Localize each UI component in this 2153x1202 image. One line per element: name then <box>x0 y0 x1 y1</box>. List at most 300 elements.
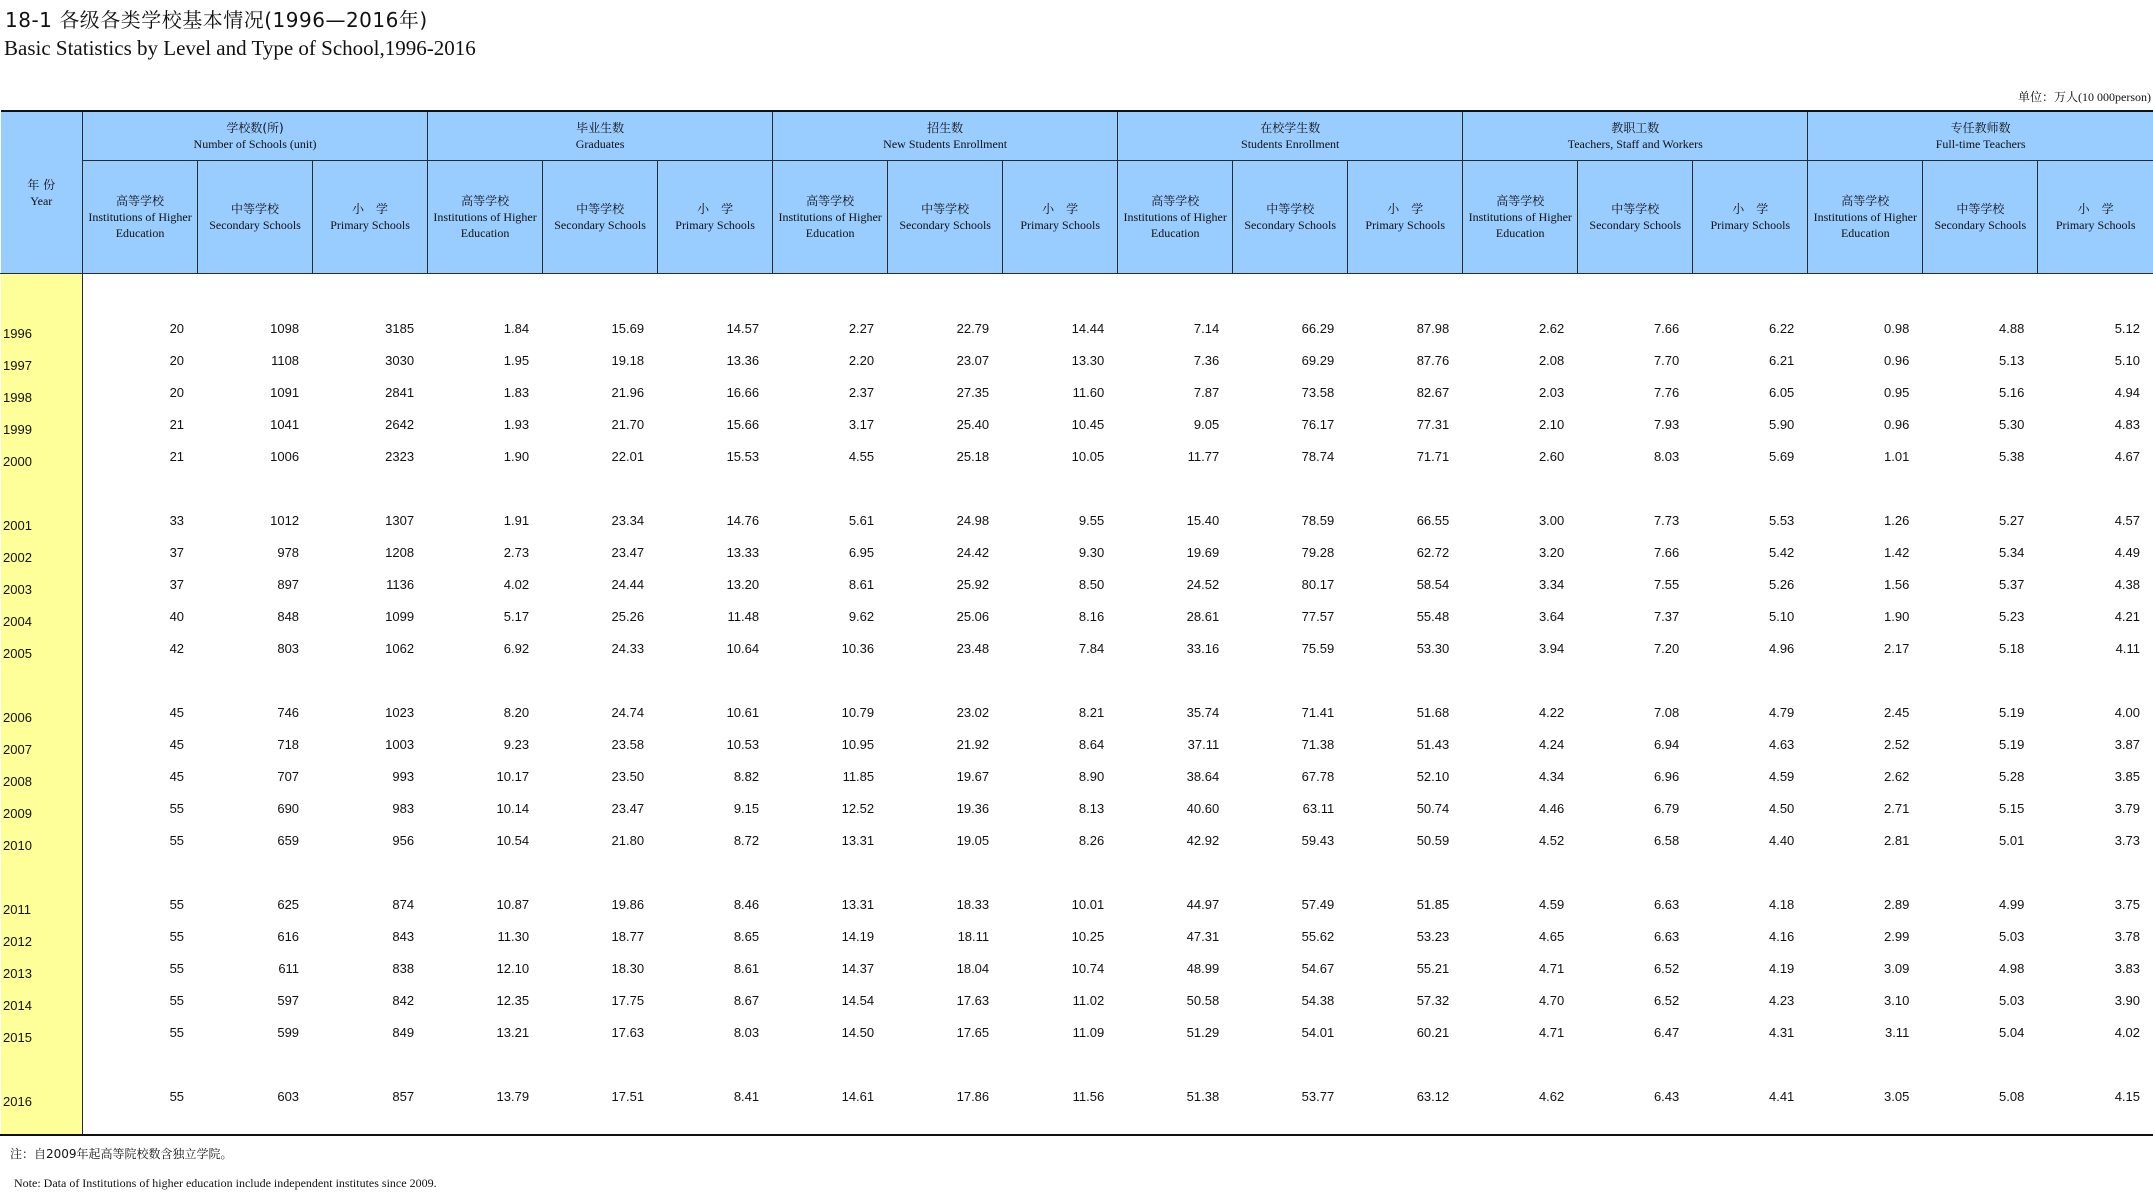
value-cell: 77.31 <box>1416 416 1450 432</box>
subcolumn-header <box>198 161 313 274</box>
value-cell: 3.64 <box>1538 608 1565 624</box>
year-cell <box>1 1048 83 1080</box>
value-cell: 4.40 <box>1768 832 1795 848</box>
value-cell: 8.90 <box>1078 768 1105 784</box>
value-cell: 11.02 <box>1072 992 1105 1008</box>
value-cell: 33 <box>169 512 185 528</box>
value-cell: 8.67 <box>733 992 760 1008</box>
value-cell: 8.03 <box>1653 448 1680 464</box>
empty-cell <box>313 1048 428 1080</box>
value-cell: 4.46 <box>1538 800 1565 816</box>
value-cell: 1208 <box>385 544 415 560</box>
value-cell: 625 <box>277 896 300 912</box>
value-cell: 17.65 <box>956 1024 990 1040</box>
value-cell: 6.79 <box>1653 800 1680 816</box>
table-title-zh: 18-1 各级各类学校基本情况(1996—2016年) <box>5 8 428 32</box>
value-cell: 44.97 <box>1186 896 1220 912</box>
value-cell: 24.33 <box>611 640 645 656</box>
empty-cell <box>1923 664 2038 696</box>
value-cell: 18.33 <box>956 896 990 912</box>
value-cell: 71.71 <box>1416 448 1450 464</box>
value-cell: 1.90 <box>1884 608 1910 624</box>
value-cell: 50.58 <box>1186 992 1220 1008</box>
value-cell: 9.05 <box>1193 416 1220 432</box>
value-cell: 8.13 <box>1078 800 1105 816</box>
empty-cell <box>1808 274 1923 313</box>
empty-cell <box>1348 274 1463 313</box>
value-cell: 6.63 <box>1653 928 1680 944</box>
value-cell: 4.63 <box>1768 736 1795 752</box>
subcolumn-header <box>2038 161 2153 274</box>
value-cell: 21.92 <box>956 736 990 752</box>
year-header-zh: 年 份 <box>27 177 56 192</box>
value-cell: 7.20 <box>1653 640 1680 656</box>
value-cell: 2323 <box>385 448 415 464</box>
group-header-en: Graduates <box>575 137 625 151</box>
empty-cell <box>83 664 198 696</box>
subcolumn-header-en: Secondary Schools <box>1589 218 1682 232</box>
value-cell: 5.19 <box>1999 704 2025 720</box>
empty-cell <box>1693 472 1808 504</box>
value-cell: 4.98 <box>1999 960 2025 976</box>
value-cell: 33.16 <box>1186 640 1220 656</box>
value-cell: 7.14 <box>1193 320 1220 336</box>
value-cell: 5.16 <box>1999 384 2025 400</box>
group-header-en: Full-time Teachers <box>1935 137 2026 151</box>
empty-cell <box>1233 856 1348 888</box>
year-cell: 2009 <box>1 792 83 824</box>
value-cell: 75.59 <box>1301 640 1335 656</box>
subcolumn-header <box>1233 161 1348 274</box>
empty-cell <box>83 1048 198 1080</box>
empty-cell <box>1923 1048 2038 1080</box>
empty-cell <box>198 664 313 696</box>
table-row <box>1 312 2153 344</box>
empty-cell <box>1693 1112 1808 1135</box>
value-cell: 2.08 <box>1538 352 1565 368</box>
empty-cell <box>1348 856 1463 888</box>
subcolumn-header <box>1463 161 1578 274</box>
value-cell: 4.65 <box>1538 928 1565 944</box>
footnote-zh: 注：自2009年起高等院校数含独立学院。 <box>10 1147 233 1161</box>
value-cell: 40 <box>169 608 185 624</box>
empty-cell <box>1118 1048 1233 1080</box>
value-cell: 603 <box>277 1088 300 1104</box>
value-cell: 57.32 <box>1416 992 1450 1008</box>
value-cell: 2.89 <box>1884 896 1910 912</box>
value-cell: 4.23 <box>1768 992 1795 1008</box>
value-cell: 23.07 <box>956 352 990 368</box>
subcolumn-header-en: Institutions of Higher Education <box>1813 210 1917 240</box>
value-cell: 7.55 <box>1653 576 1680 592</box>
value-cell: 18.30 <box>611 960 645 976</box>
value-cell: 5.37 <box>1999 576 2025 592</box>
value-cell: 659 <box>277 832 300 848</box>
value-cell: 2.62 <box>1538 320 1565 336</box>
empty-cell <box>313 664 428 696</box>
empty-cell <box>1463 1112 1578 1135</box>
empty-cell <box>1118 1112 1233 1135</box>
subcolumn-header <box>1118 161 1233 274</box>
value-cell: 67.78 <box>1301 768 1335 784</box>
value-cell: 1.01 <box>1884 448 1910 464</box>
subcolumn-header-zh: 高等学校 <box>1151 194 1200 208</box>
value-cell: 10.36 <box>841 640 875 656</box>
value-cell: 48.99 <box>1186 960 1220 976</box>
table-row <box>1 792 2153 824</box>
value-cell: 24.98 <box>956 512 990 528</box>
value-cell: 45 <box>169 736 185 752</box>
subcolumn-header-en: Secondary Schools <box>554 218 646 232</box>
year-cell: 2012 <box>1 920 83 952</box>
value-cell: 6.05 <box>1768 384 1795 400</box>
value-cell: 14.37 <box>841 960 875 976</box>
value-cell: 53.77 <box>1301 1088 1335 1104</box>
year-cell: 2002 <box>1 536 83 568</box>
value-cell: 55 <box>169 1088 185 1104</box>
subcolumn-header <box>888 161 1003 274</box>
value-cell: 57.49 <box>1301 896 1335 912</box>
year-cell <box>1 856 83 888</box>
group-header-zh: 教职工数 <box>1611 121 1660 135</box>
value-cell: 15.53 <box>726 448 760 464</box>
value-cell: 54.67 <box>1301 960 1335 976</box>
value-cell: 28.61 <box>1186 608 1220 624</box>
group-header <box>1463 111 1808 161</box>
value-cell: 746 <box>277 704 300 720</box>
value-cell: 54.38 <box>1301 992 1335 1008</box>
group-header <box>773 111 1118 161</box>
empty-cell <box>773 274 888 313</box>
value-cell: 69.29 <box>1301 352 1335 368</box>
empty-cell <box>773 1048 888 1080</box>
value-cell: 25.06 <box>956 608 990 624</box>
value-cell: 78.74 <box>1301 448 1335 464</box>
value-cell: 8.64 <box>1078 736 1105 752</box>
value-cell: 3.20 <box>1538 544 1565 560</box>
value-cell: 87.98 <box>1416 320 1450 336</box>
value-cell: 8.82 <box>733 768 760 784</box>
value-cell: 597 <box>277 992 300 1008</box>
value-cell: 3185 <box>385 320 415 336</box>
empty-cell <box>2038 274 2153 313</box>
year-cell <box>1 1112 83 1135</box>
value-cell: 18.11 <box>957 928 990 944</box>
value-cell: 42.92 <box>1186 832 1220 848</box>
empty-cell <box>83 856 198 888</box>
empty-cell <box>773 1112 888 1135</box>
empty-cell <box>198 856 313 888</box>
value-cell: 4.02 <box>503 576 530 592</box>
year-cell: 1999 <box>1 408 83 440</box>
value-cell: 55 <box>169 896 185 912</box>
value-cell: 4.49 <box>2114 544 2140 560</box>
value-cell: 1.26 <box>1884 512 1910 528</box>
value-cell: 5.01 <box>1999 832 2025 848</box>
value-cell: 849 <box>392 1024 415 1040</box>
value-cell: 4.41 <box>1768 1088 1795 1104</box>
value-cell: 66.29 <box>1301 320 1335 336</box>
year-cell: 1996 <box>1 312 83 344</box>
subcolumn-header-en: Primary Schools <box>1020 218 1100 232</box>
value-cell: 7.73 <box>1653 512 1680 528</box>
value-cell: 6.92 <box>503 640 530 656</box>
table-row <box>1 568 2153 600</box>
value-cell: 45 <box>169 768 185 784</box>
value-cell: 13.21 <box>496 1024 530 1040</box>
value-cell: 9.62 <box>848 608 875 624</box>
empty-cell <box>313 856 428 888</box>
subcolumn-header <box>428 161 543 274</box>
value-cell: 6.94 <box>1653 736 1680 752</box>
value-cell: 7.93 <box>1653 416 1680 432</box>
value-cell: 2.20 <box>848 352 875 368</box>
value-cell: 11.30 <box>497 928 530 944</box>
value-cell: 2.99 <box>1884 928 1910 944</box>
value-cell: 53.23 <box>1416 928 1450 944</box>
empty-cell <box>658 1112 773 1135</box>
value-cell: 10.61 <box>726 704 760 720</box>
value-cell: 79.28 <box>1301 544 1335 560</box>
value-cell: 55 <box>169 960 185 976</box>
empty-cell <box>1003 472 1118 504</box>
value-cell: 1041 <box>270 416 300 432</box>
value-cell: 51.43 <box>1416 736 1450 752</box>
value-cell: 63.11 <box>1302 800 1335 816</box>
value-cell: 8.65 <box>733 928 760 944</box>
value-cell: 4.31 <box>1768 1024 1795 1040</box>
subcolumn-header-zh: 高等学校 <box>1841 194 1890 208</box>
value-cell: 11.48 <box>727 608 760 624</box>
value-cell: 1.90 <box>503 448 530 464</box>
empty-cell <box>198 1112 313 1135</box>
value-cell: 5.38 <box>1999 448 2025 464</box>
value-cell: 3.83 <box>2114 960 2140 976</box>
value-cell: 1.91 <box>503 512 530 528</box>
value-cell: 4.55 <box>848 448 875 464</box>
group-header-zh: 在校学生数 <box>1260 121 1321 135</box>
value-cell: 13.20 <box>726 576 760 592</box>
value-cell: 13.79 <box>496 1088 530 1104</box>
value-cell: 5.34 <box>1999 544 2025 560</box>
year-cell: 2005 <box>1 632 83 664</box>
empty-cell <box>1463 856 1578 888</box>
value-cell: 8.16 <box>1078 608 1105 624</box>
value-cell: 1012 <box>270 512 300 528</box>
subcolumn-header-zh: 中等学校 <box>231 202 280 216</box>
empty-cell <box>1578 664 1693 696</box>
subcolumn-header <box>543 161 658 274</box>
table-row <box>1 760 2153 792</box>
value-cell: 5.17 <box>503 608 530 624</box>
empty-cell <box>2038 1048 2153 1080</box>
value-cell: 66.55 <box>1416 512 1450 528</box>
value-cell: 3.90 <box>2114 992 2140 1008</box>
value-cell: 11.56 <box>1072 1088 1105 1104</box>
empty-cell <box>1693 856 1808 888</box>
value-cell: 3.85 <box>2114 768 2140 784</box>
year-cell <box>1 472 83 504</box>
value-cell: 4.52 <box>1538 832 1565 848</box>
empty-cell <box>1003 856 1118 888</box>
group-header-en: Teachers, Staff and Workers <box>1567 137 1703 151</box>
value-cell: 23.02 <box>956 704 990 720</box>
value-cell: 77.57 <box>1301 608 1335 624</box>
value-cell: 803 <box>277 640 300 656</box>
value-cell: 3.79 <box>2114 800 2140 816</box>
value-cell: 23.58 <box>611 736 645 752</box>
subcolumn-header-zh: 小 学 <box>1732 202 1769 216</box>
value-cell: 10.17 <box>496 768 530 784</box>
value-cell: 19.36 <box>956 800 990 816</box>
value-cell: 25.18 <box>956 448 990 464</box>
value-cell: 5.26 <box>1768 576 1795 592</box>
empty-cell <box>888 664 1003 696</box>
value-cell: 7.84 <box>1078 640 1105 656</box>
subcolumn-header-zh: 中等学校 <box>1956 202 2005 216</box>
empty-cell <box>1693 274 1808 313</box>
empty-cell <box>1808 472 1923 504</box>
empty-cell <box>1463 472 1578 504</box>
value-cell: 1098 <box>270 320 300 336</box>
subcolumn-header-zh: 高等学校 <box>806 194 855 208</box>
empty-cell <box>1348 664 1463 696</box>
value-cell: 37 <box>169 544 185 560</box>
value-cell: 8.26 <box>1078 832 1105 848</box>
subcolumn-header-en: Institutions of Higher Education <box>1123 210 1227 240</box>
value-cell: 47.31 <box>1186 928 1220 944</box>
value-cell: 1023 <box>385 704 415 720</box>
value-cell: 14.76 <box>726 512 760 528</box>
value-cell: 6.63 <box>1653 896 1680 912</box>
empty-cell <box>428 664 543 696</box>
unit-label: 单位：万人(10 000person) <box>2018 90 2151 104</box>
empty-cell <box>1578 1048 1693 1080</box>
subcolumn-header-zh: 高等学校 <box>116 194 165 208</box>
value-cell: 5.13 <box>1999 352 2025 368</box>
value-cell: 20 <box>169 320 185 336</box>
empty-cell <box>83 274 198 313</box>
value-cell: 59.43 <box>1301 832 1335 848</box>
value-cell: 6.43 <box>1653 1088 1680 1104</box>
value-cell: 15.69 <box>611 320 645 336</box>
empty-cell <box>773 472 888 504</box>
subcolumn-header-zh: 高等学校 <box>461 194 510 208</box>
year-cell: 2008 <box>1 760 83 792</box>
subcolumn-header <box>83 161 198 274</box>
value-cell: 4.24 <box>1538 736 1565 752</box>
value-cell: 15.66 <box>726 416 760 432</box>
value-cell: 1062 <box>385 640 415 656</box>
value-cell: 51.68 <box>1416 704 1450 720</box>
value-cell: 7.37 <box>1653 608 1680 624</box>
group-header-zh: 招生数 <box>927 121 964 135</box>
empty-cell <box>1693 1048 1808 1080</box>
subcolumn-header <box>1348 161 1463 274</box>
value-cell: 11.85 <box>842 768 875 784</box>
subcolumn-header-en: Primary Schools <box>1365 218 1446 232</box>
value-cell: 4.16 <box>1768 928 1795 944</box>
empty-cell <box>888 472 1003 504</box>
empty-cell <box>313 472 428 504</box>
value-cell: 8.50 <box>1078 576 1105 592</box>
value-cell: 7.76 <box>1653 384 1680 400</box>
subcolumn-header-en: Secondary Schools <box>899 218 991 232</box>
value-cell: 874 <box>392 896 415 912</box>
value-cell: 4.79 <box>1768 704 1795 720</box>
value-cell: 71.38 <box>1301 736 1335 752</box>
group-header <box>1808 111 2153 161</box>
value-cell: 6.21 <box>1768 352 1795 368</box>
subcolumn-header <box>1578 161 1693 274</box>
empty-cell <box>1118 472 1233 504</box>
value-cell: 12.35 <box>496 992 530 1008</box>
value-cell: 3.94 <box>1538 640 1565 656</box>
value-cell: 1.93 <box>503 416 530 432</box>
value-cell: 73.58 <box>1301 384 1335 400</box>
table-row <box>1 536 2153 568</box>
value-cell: 9.55 <box>1078 512 1105 528</box>
year-cell: 1997 <box>1 344 83 376</box>
year-cell: 2006 <box>1 696 83 728</box>
table-row <box>1 408 2153 440</box>
value-cell: 22.79 <box>956 320 990 336</box>
value-cell: 4.57 <box>2114 512 2140 528</box>
value-cell: 14.61 <box>841 1088 875 1104</box>
value-cell: 10.95 <box>841 736 875 752</box>
value-cell: 5.23 <box>1999 608 2025 624</box>
empty-cell <box>888 856 1003 888</box>
value-cell: 2.71 <box>1884 800 1910 816</box>
value-cell: 14.50 <box>841 1024 875 1040</box>
subcolumn-header <box>773 161 888 274</box>
subcolumn-header-en: Secondary Schools <box>1244 218 1337 232</box>
value-cell: 13.30 <box>1071 352 1105 368</box>
empty-cell <box>1693 664 1808 696</box>
value-cell: 55 <box>169 928 185 944</box>
value-cell: 13.31 <box>841 896 875 912</box>
value-cell: 35.74 <box>1186 704 1220 720</box>
subcolumn-header <box>1693 161 1808 274</box>
empty-cell <box>658 1048 773 1080</box>
value-cell: 5.10 <box>2114 352 2140 368</box>
subcolumn-header-zh: 小 学 <box>352 202 389 216</box>
value-cell: 993 <box>392 768 415 784</box>
empty-cell <box>543 1112 658 1135</box>
value-cell: 3.09 <box>1884 960 1910 976</box>
year-cell: 2004 <box>1 600 83 632</box>
table-row <box>1 920 2153 952</box>
table-row <box>1 984 2153 1016</box>
value-cell: 15.40 <box>1186 512 1220 528</box>
empty-cell <box>1003 664 1118 696</box>
value-cell: 1.95 <box>503 352 530 368</box>
value-cell: 71.41 <box>1301 704 1335 720</box>
value-cell: 80.17 <box>1301 576 1335 592</box>
value-cell: 1006 <box>270 448 300 464</box>
value-cell: 4.02 <box>2114 1024 2140 1040</box>
value-cell: 17.51 <box>611 1088 645 1104</box>
value-cell: 24.52 <box>1186 576 1220 592</box>
group-header-en: Number of Schools (unit) <box>193 137 317 151</box>
value-cell: 1108 <box>271 352 300 368</box>
empty-cell <box>428 856 543 888</box>
empty-cell <box>428 274 543 313</box>
value-cell: 6.95 <box>848 544 875 560</box>
value-cell: 3.00 <box>1538 512 1565 528</box>
empty-cell <box>1233 472 1348 504</box>
value-cell: 82.67 <box>1416 384 1450 400</box>
